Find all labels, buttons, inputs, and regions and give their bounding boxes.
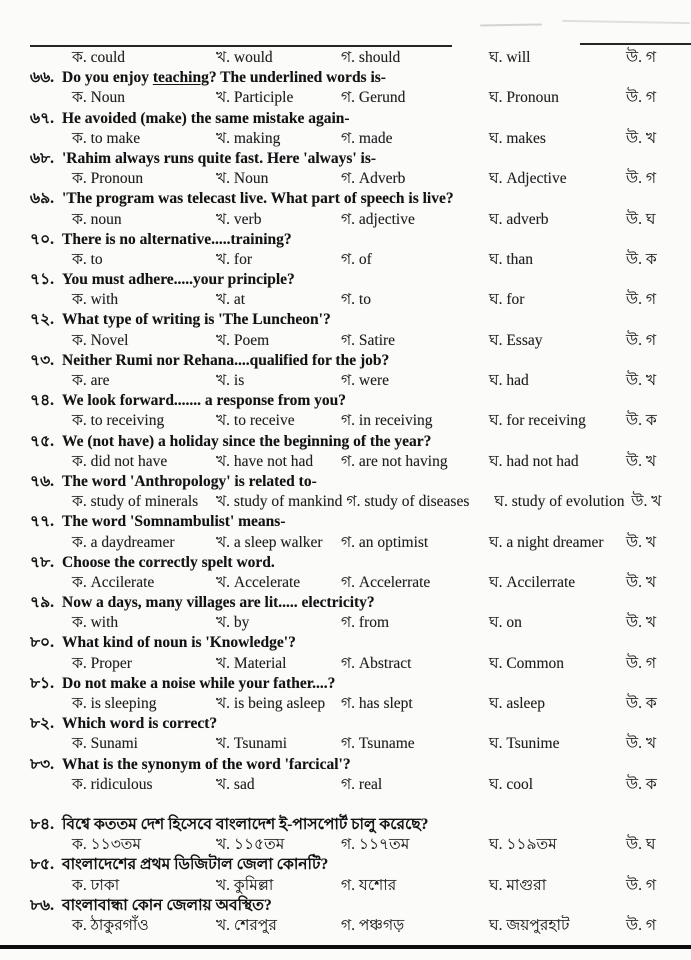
option-c: গ. Accelerrate xyxy=(341,573,431,591)
question-number: ৭১. xyxy=(30,271,55,289)
options-row xyxy=(0,613,691,633)
option-c: গ. ১১৭তম xyxy=(341,836,410,854)
question-number: ৮৬. xyxy=(30,896,55,914)
question-row xyxy=(0,189,691,209)
question-number: ৬৭. xyxy=(30,109,55,127)
question-row xyxy=(0,896,691,916)
question-text: The word 'Anthropology' is related to- xyxy=(62,472,317,490)
question-text: বিশ্বে কততম দেশ হিসেবে বাংলাদেশ ই-পাসপোর্ট চালু করেছে? xyxy=(62,815,429,833)
answer-cell: উ. খ xyxy=(626,372,657,389)
question-row xyxy=(0,472,691,492)
option-c: গ. were xyxy=(341,372,390,389)
option-b: খ. Poem xyxy=(216,331,270,349)
option-d: ঘ. Essay xyxy=(489,331,543,349)
question-text: Which word is correct? xyxy=(62,715,218,733)
option-c: গ. an optimist xyxy=(341,533,429,551)
option-c: গ. from xyxy=(341,614,390,632)
question-row xyxy=(0,755,691,775)
question-number: ৮৪. xyxy=(30,815,54,833)
option-a: ক. study of minerals xyxy=(72,493,199,511)
option-d: ঘ. makes xyxy=(489,129,546,147)
question-row xyxy=(0,149,691,169)
option-d: ঘ. for receiving xyxy=(489,412,586,430)
option-a: ক. Noun xyxy=(72,89,126,107)
option-d: ঘ. Pronoun xyxy=(489,89,559,107)
question-number: ৭৭. xyxy=(30,513,55,531)
option-d: ঘ. Accilerrate xyxy=(489,573,576,591)
options-row xyxy=(0,169,691,189)
option-d: ঘ. for xyxy=(489,291,525,309)
option-c: গ. are not having xyxy=(341,452,448,470)
options-row xyxy=(0,916,691,936)
answer-cell: উ. ঘ xyxy=(626,210,656,228)
question-number: ৮৩. xyxy=(30,755,55,773)
option-b: খ. a sleep walker xyxy=(216,533,323,551)
option-b: খ. কুমিল্লা xyxy=(216,876,274,894)
answer-cell: উ. খ xyxy=(626,129,657,147)
option-c: গ. Satire xyxy=(341,331,396,349)
option-c: গ. in receiving xyxy=(341,412,433,430)
question-row xyxy=(0,109,691,129)
question-text: Neither Rumi nor Rehana....qualified for the job? xyxy=(62,351,390,369)
question-text: Do not make a noise while your father....? xyxy=(62,674,336,692)
question-text: বাংলাবান্ধা কোন জেলায় অবস্থিত? xyxy=(62,896,272,914)
option-d: ঘ. had xyxy=(489,372,529,389)
scan-smudge xyxy=(562,20,690,24)
question-number: ৮৫. xyxy=(30,856,54,874)
option-d: ঘ. a night dreamer xyxy=(489,533,604,551)
answer-cell: উ. খ xyxy=(626,735,657,753)
question-text: We (not have) a holiday since the beginning of the year? xyxy=(62,432,432,450)
option-b: খ. Accelerate xyxy=(216,573,301,591)
question-text: Choose the correctly spelt word. xyxy=(62,553,275,571)
question-row xyxy=(0,391,691,411)
options-row xyxy=(0,452,691,472)
question-number: ৮১. xyxy=(30,674,54,692)
option-d: ঘ. asleep xyxy=(489,695,546,712)
option-d: ঘ. মাগুরা xyxy=(489,876,547,894)
option-c: গ. has slept xyxy=(341,695,413,712)
option-d: ঘ. than xyxy=(489,250,534,268)
options-row xyxy=(0,734,691,754)
question-text: What is the synonym of the word 'farcical'? xyxy=(62,755,351,773)
answer-cell: উ. খ xyxy=(626,573,657,591)
question-row xyxy=(0,633,691,653)
question-number: ৮২. xyxy=(30,715,55,733)
option-a: ক. Pronoun xyxy=(72,170,144,188)
question-text: We look forward....... a response from you? xyxy=(62,392,347,410)
option-b: খ. at xyxy=(216,291,246,309)
option-d: ঘ. adverb xyxy=(489,210,549,228)
option-c: গ. পঞ্চগড় xyxy=(341,916,405,934)
question-text: There is no alternative.....training? xyxy=(62,230,292,248)
option-a: ক. noun xyxy=(72,210,122,228)
answer-cell: উ. গ xyxy=(626,89,656,107)
option-c: গ. to xyxy=(341,291,371,309)
question-text: The word 'Somnambulist' means- xyxy=(62,513,286,531)
option-b: খ. Noun xyxy=(216,170,269,188)
question-number: ৭২. xyxy=(30,311,55,329)
option-c: গ. Gerund xyxy=(341,89,406,107)
options-row xyxy=(0,876,691,896)
options-row xyxy=(0,210,691,230)
options-row xyxy=(0,331,691,351)
option-a: ক. ঠাকুরগাঁও xyxy=(72,916,149,934)
option-b: খ. Participle xyxy=(216,89,294,107)
option-d: ঘ. had not had xyxy=(489,452,579,470)
options-row xyxy=(0,88,691,108)
answer-cell: উ. ক xyxy=(626,250,657,268)
option-b: খ. is being asleep xyxy=(216,695,326,712)
options-row xyxy=(0,290,691,310)
options-row xyxy=(0,129,691,149)
option-a: ক. to make xyxy=(72,129,141,147)
question-row xyxy=(0,432,691,452)
option-c: গ. Adverb xyxy=(341,170,406,188)
answer-cell: উ. খ xyxy=(631,493,662,511)
option-a: ক. to receiving xyxy=(72,412,165,430)
option-b: খ. Tsunami xyxy=(216,735,288,753)
option-b: খ. for xyxy=(216,250,253,268)
scan-smudge xyxy=(480,23,542,26)
question-number: ৭৮. xyxy=(30,553,55,571)
answer-cell: উ. গ xyxy=(626,876,656,894)
options-row xyxy=(0,835,691,855)
question-number: ৭৪. xyxy=(30,392,55,410)
question-text: Do you enjoy teaching? The underlined words is- xyxy=(62,69,386,87)
options-row xyxy=(0,411,691,431)
question-text: বাংলাদেশের প্রথম ডিজিটাল জেলা কোনটি? xyxy=(62,856,329,874)
options-row xyxy=(0,654,691,674)
question-row xyxy=(0,68,691,88)
option-c: গ. study of diseases xyxy=(346,493,470,511)
option-a: ক. with xyxy=(72,291,119,309)
option-b: খ. would xyxy=(216,49,273,66)
question-row xyxy=(0,310,691,330)
options-row xyxy=(0,573,691,593)
option-a: ক. ঢাকা xyxy=(72,876,120,894)
options-row xyxy=(0,492,691,512)
answer-cell: উ. ক xyxy=(626,695,657,712)
option-b: খ. making xyxy=(216,129,281,147)
option-b: খ. by xyxy=(216,614,250,632)
question-text: What kind of noun is 'Knowledge'? xyxy=(62,634,296,652)
question-text: What type of writing is 'The Luncheon'? xyxy=(62,311,331,329)
question-number: ৭৬. xyxy=(30,472,55,490)
section-gap xyxy=(0,795,691,815)
answer-cell: উ. খ xyxy=(626,614,657,632)
question-number: ৬৬. xyxy=(30,69,55,87)
question-text: You must adhere.....your principle? xyxy=(62,271,295,289)
options-row xyxy=(0,694,691,714)
question-row xyxy=(0,351,691,371)
question-row xyxy=(0,815,691,835)
option-a: ক. could xyxy=(72,49,126,66)
option-d: ঘ. Tsunime xyxy=(489,735,560,753)
question-row xyxy=(0,512,691,532)
top-divider-line xyxy=(30,45,452,47)
option-a: ক. to xyxy=(72,250,103,268)
answer-cell: উ. গ xyxy=(626,916,656,934)
question-number: ৭৩. xyxy=(30,351,55,369)
option-b: খ. ১১৫তম xyxy=(216,836,285,854)
option-b: খ. শেরপুর xyxy=(216,916,277,934)
option-b: খ. sad xyxy=(216,775,255,793)
answer-cell: উ. ক xyxy=(626,412,657,430)
question-text: 'The program was telecast live. What part of speech is live? xyxy=(62,190,454,208)
question-row xyxy=(0,593,691,613)
question-row xyxy=(0,553,691,573)
option-d: ঘ. Common xyxy=(489,654,565,672)
answer-cell: উ. ক xyxy=(626,775,657,793)
option-b: খ. Material xyxy=(216,654,287,672)
options-row xyxy=(0,48,691,68)
answer-cell: উ. খ xyxy=(626,533,657,551)
question-number: ৭৯. xyxy=(30,594,55,612)
option-a: ক. Sunami xyxy=(72,735,138,753)
answer-cell: উ. গ xyxy=(626,170,656,188)
answer-cell: উ. গ xyxy=(626,291,656,309)
question-row xyxy=(0,714,691,734)
question-number: ৬৮. xyxy=(30,149,55,167)
option-a: ক. Proper xyxy=(72,654,132,672)
question-text: Now a days, many villages are lit..... electricity? xyxy=(62,594,375,612)
answer-cell: উ. গ xyxy=(626,49,656,66)
options-row xyxy=(0,533,691,553)
answer-cell: উ. ঘ xyxy=(626,836,656,854)
question-row xyxy=(0,855,691,875)
question-number: ৭৫. xyxy=(30,432,55,450)
question-number: ৮০. xyxy=(30,634,55,652)
option-a: ক. a daydreamer xyxy=(72,533,175,551)
question-number: ৭০. xyxy=(30,230,55,248)
option-d: ঘ. study of evolution xyxy=(494,493,625,511)
bottom-border-line xyxy=(0,945,691,949)
option-c: গ. যশোর xyxy=(341,876,397,894)
option-d: ঘ. ১১৯তম xyxy=(489,836,557,854)
option-b: খ. to receive xyxy=(216,412,295,430)
option-a: ক. with xyxy=(72,614,119,632)
question-text: He avoided (make) the same mistake again- xyxy=(62,109,350,127)
options-row xyxy=(0,371,691,391)
top-divider-line-right xyxy=(580,43,691,45)
question-row xyxy=(0,230,691,250)
option-d: ঘ. on xyxy=(489,614,522,632)
answer-cell: উ. গ xyxy=(626,331,656,349)
option-c: গ. should xyxy=(341,49,401,66)
option-d: ঘ. জয়পুরহাট xyxy=(489,916,570,934)
question-row xyxy=(0,270,691,290)
answer-cell: উ. খ xyxy=(626,452,657,470)
option-d: ঘ. will xyxy=(489,49,531,66)
option-c: গ. Tsuname xyxy=(341,735,415,753)
option-c: গ. made xyxy=(341,129,393,147)
option-a: ক. ridiculous xyxy=(72,775,153,793)
option-b: খ. study of mankind xyxy=(216,493,343,511)
option-c: গ. adjective xyxy=(341,210,415,228)
options-row xyxy=(0,775,691,795)
question-number: ৬৯. xyxy=(30,190,55,208)
option-c: গ. Abstract xyxy=(341,654,412,672)
question-text: 'Rahim always runs quite fast. Here 'always' is- xyxy=(62,149,377,167)
option-c: গ. of xyxy=(341,250,372,268)
option-b: খ. is xyxy=(216,372,245,389)
option-c: গ. real xyxy=(341,775,383,793)
option-a: ক. Accilerate xyxy=(72,573,155,591)
option-a: ক. ১১৩তম xyxy=(72,836,142,854)
options-row xyxy=(0,250,691,270)
question-list xyxy=(0,48,691,936)
option-d: ঘ. Adjective xyxy=(489,170,567,188)
option-a: ক. did not have xyxy=(72,452,168,470)
question-row xyxy=(0,674,691,694)
option-b: খ. have not had xyxy=(216,452,314,470)
option-a: ক. Novel xyxy=(72,331,129,349)
option-b: খ. verb xyxy=(216,210,262,228)
answer-cell: উ. গ xyxy=(626,654,656,672)
option-a: ক. are xyxy=(72,372,110,389)
option-d: ঘ. cool xyxy=(489,775,534,793)
option-a: ক. is sleeping xyxy=(72,695,157,712)
